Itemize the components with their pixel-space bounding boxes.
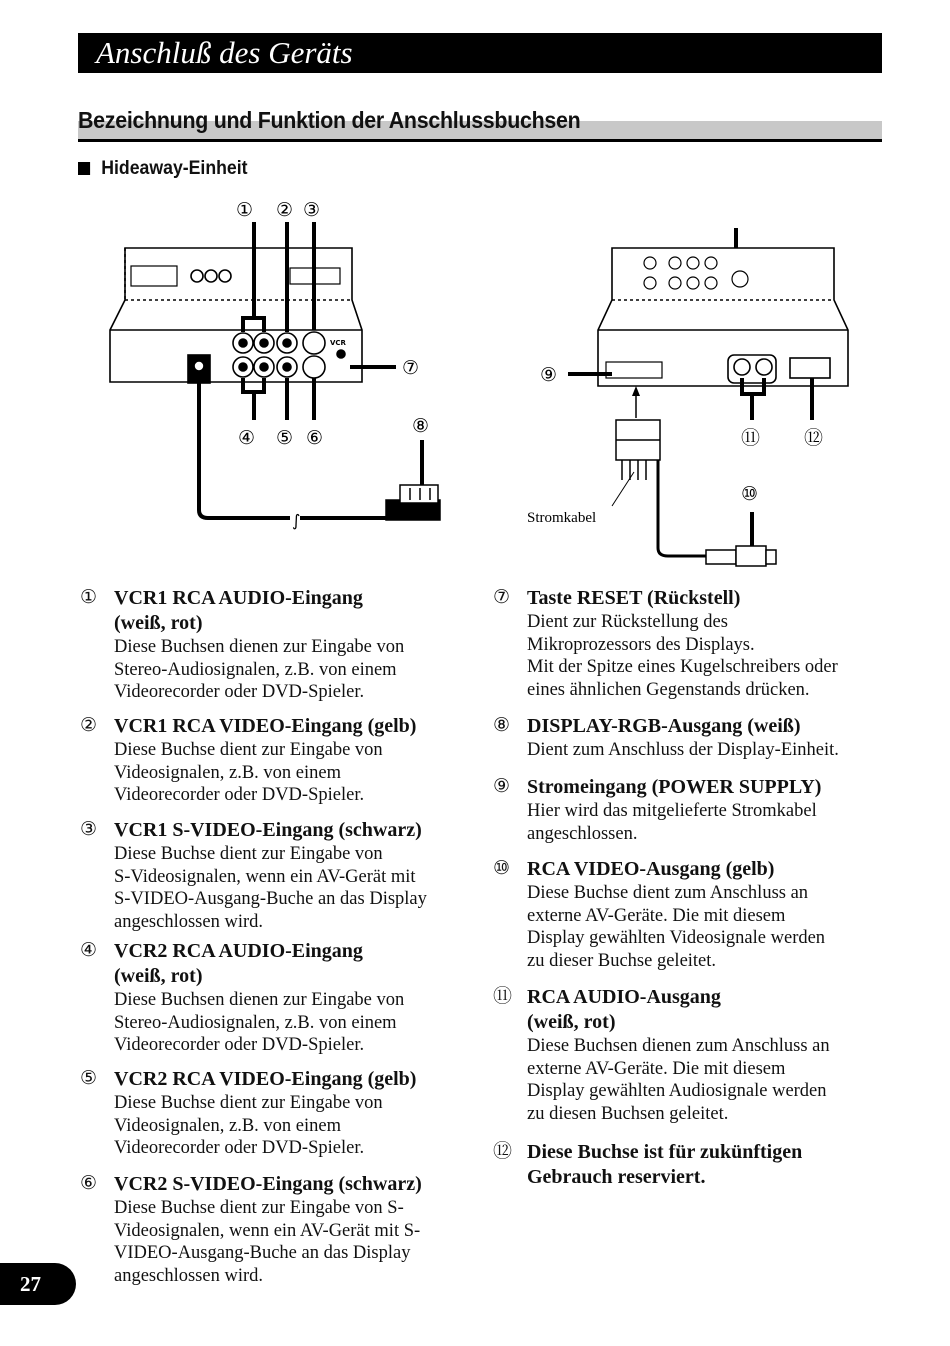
item-number: ⑧	[493, 714, 511, 736]
item-text: Videorecorder oder DVD-Spieler.	[114, 682, 365, 702]
item-number: ①	[80, 586, 98, 608]
item-text: VIDEO-Ausgang-Buche an das Display	[114, 1243, 411, 1263]
item-text: Videorecorder oder DVD-Spieler.	[114, 1138, 365, 1158]
item-text: Videorecorder oder DVD-Spieler.	[114, 1035, 365, 1055]
item-text: eines ähnlichen Gegenstands drücken.	[527, 679, 810, 700]
item-number: ⑫	[493, 1140, 513, 1162]
chapter-banner	[78, 33, 882, 73]
item-text: Diese Buchse dient zur Eingabe von	[114, 740, 383, 760]
hideaway-unit-rear	[598, 248, 848, 386]
callout-7: ⑦	[402, 357, 420, 379]
item-text: Hier wird das mitgelieferte Stromkabel	[527, 801, 817, 821]
item-heading: Stromeingang (POWER SUPPLY)	[527, 776, 822, 798]
item-number: ⑤	[80, 1067, 98, 1089]
item-heading-cont: (weiß, rot)	[527, 1011, 616, 1033]
connection-diagram	[0, 180, 950, 580]
callout-11: ⑪	[741, 427, 761, 449]
callout-8: ⑧	[412, 415, 430, 437]
item-text: Diese Buchse dient zur Eingabe von S-	[114, 1198, 404, 1218]
hideaway-unit-front	[110, 248, 362, 383]
cable-label: Stromkabel	[527, 510, 597, 526]
item-text: Videosignalen, z.B. von einem	[114, 1115, 342, 1136]
item-text: angeschlossen wird.	[114, 911, 263, 932]
item-text: S-VIDEO-Ausgang-Buche an das Display	[114, 889, 427, 909]
rca-video-plug-icon	[706, 546, 776, 566]
item-heading: Taste RESET (Rückstell)	[527, 587, 741, 609]
item-heading: VCR1 RCA AUDIO-Eingang	[114, 587, 363, 609]
item-text: Diese Buchsen dienen zur Eingabe von	[114, 990, 405, 1010]
item-heading: VCR2 S-VIDEO-Eingang (schwarz)	[114, 1173, 422, 1195]
callout-3: ③	[303, 199, 321, 221]
item-text: Videorecorder oder DVD-Spieler.	[114, 785, 365, 805]
item-text: Stereo-Audiosignalen, z.B. von einem	[114, 1012, 397, 1033]
item-text: Diese Buchsen dienen zum Anschluss an	[527, 1036, 830, 1056]
item-text: angeschlossen.	[527, 823, 638, 844]
callout-2: ②	[276, 199, 294, 221]
rgb-connector-icon	[386, 485, 440, 520]
arrow-up-icon	[632, 386, 640, 396]
item-heading-cont: (weiß, rot)	[114, 612, 203, 634]
item-text: S-Videosignalen, wenn ein AV-Gerät mit	[114, 866, 416, 887]
item-text: externe AV-Geräte. Die mit diesem	[527, 1058, 786, 1079]
item-number: ③	[80, 818, 98, 840]
item-text: Diese Buchsen dienen zur Eingabe von	[114, 637, 405, 657]
item-text: Dient zum Anschluss der Display-Einheit.	[527, 740, 839, 760]
callout-12: ⑫	[804, 427, 824, 449]
item-text: Display gewählten Videosignale werden	[527, 928, 826, 948]
item-heading: Diese Buchse ist für zukünftigen	[527, 1141, 803, 1163]
callout-10: ⑩	[741, 483, 759, 505]
callout-5: ⑤	[276, 427, 294, 449]
subsection-title: Hideaway-Einheit	[101, 158, 248, 179]
item-heading: RCA AUDIO-Ausgang	[527, 986, 721, 1008]
item-text: Mit der Spitze eines Kugelschreibers oder	[527, 657, 838, 677]
callout-1: ①	[236, 199, 254, 221]
item-heading: VCR1 RCA VIDEO-Eingang (gelb)	[114, 715, 417, 737]
item-text: Display gewählten Audiosignale werden	[527, 1081, 827, 1101]
callout-6: ⑥	[306, 427, 324, 449]
item-number: ⑪	[493, 985, 513, 1007]
item-number: ⑩	[493, 857, 511, 879]
callout-9: ⑨	[540, 364, 558, 386]
item-number: ⑦	[493, 586, 511, 608]
item-text: externe AV-Geräte. Die mit diesem	[527, 905, 786, 926]
section-header	[78, 107, 882, 141]
vcr-label: VCR	[330, 339, 346, 347]
item-text: Diese Buchse dient zur Eingabe von	[114, 844, 383, 864]
item-text: Diese Buchse dient zum Anschluss an	[527, 883, 809, 903]
item-text: Diese Buchse dient zur Eingabe von	[114, 1093, 383, 1113]
item-heading: VCR2 RCA VIDEO-Eingang (gelb)	[114, 1068, 417, 1090]
item-heading: RCA VIDEO-Ausgang (gelb)	[527, 858, 775, 880]
item-number: ②	[80, 714, 98, 736]
item-text: Dient zur Rückstellung des	[527, 612, 728, 632]
item-heading: VCR2 RCA AUDIO-Eingang	[114, 940, 363, 962]
callout-4: ④	[238, 427, 256, 449]
item-text: Mikroprozessors des Displays.	[527, 634, 755, 655]
item-text: zu dieser Buchse geleitet.	[527, 950, 717, 971]
item-heading-cont: (weiß, rot)	[114, 965, 203, 987]
cable-break-icon: ∫	[292, 511, 301, 530]
subsection-heading	[78, 158, 248, 180]
power-plug-icon	[616, 420, 660, 480]
page-number: 27	[20, 1272, 41, 1296]
item-number: ⑨	[493, 775, 511, 797]
item-heading: DISPLAY-RGB-Ausgang (weiß)	[527, 715, 801, 737]
item-text: zu diesen Buchsen geleitet.	[527, 1103, 729, 1124]
page-number-tab	[0, 1263, 76, 1305]
item-number: ④	[80, 939, 98, 961]
chapter-title: Anschluß des Geräts	[96, 35, 353, 70]
item-text: Videosignalen, wenn ein AV-Gerät mit S-	[114, 1220, 421, 1241]
item-text: Stereo-Audiosignalen, z.B. von einem	[114, 659, 397, 680]
square-bullet-icon	[78, 162, 90, 175]
section-title: Bezeichnung und Funktion der Anschlussbuchsen	[78, 107, 581, 133]
section-rule	[78, 139, 882, 142]
item-heading: VCR1 S-VIDEO-Eingang (schwarz)	[114, 819, 422, 841]
item-number: ⑥	[80, 1172, 98, 1194]
item-heading-cont: Gebrauch reserviert.	[527, 1166, 706, 1188]
item-text: Videosignalen, z.B. von einem	[114, 762, 342, 783]
item-text: angeschlossen wird.	[114, 1265, 263, 1286]
